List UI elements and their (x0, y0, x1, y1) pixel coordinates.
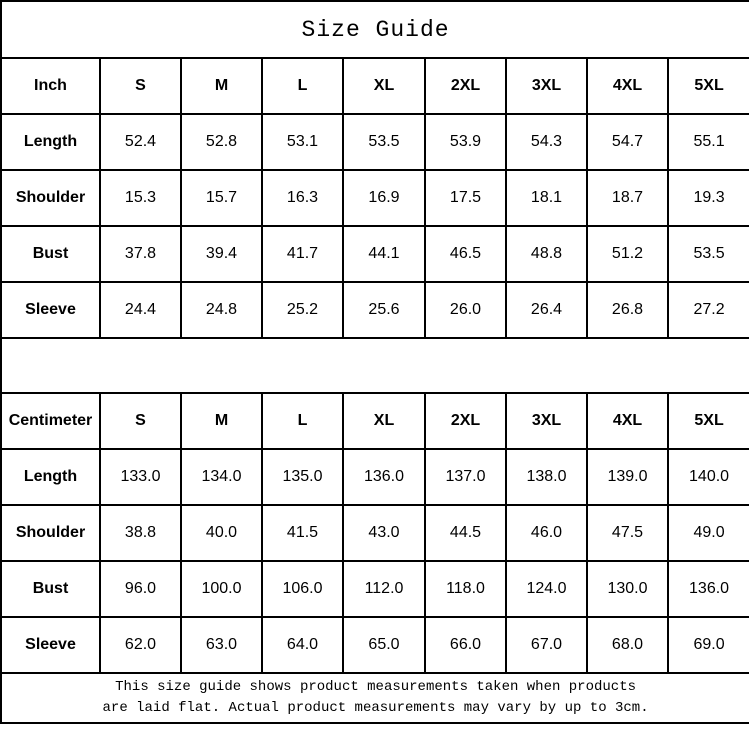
measurement-value: 106.0 (262, 561, 343, 617)
table-row (1, 617, 749, 673)
measurement-value: 41.5 (262, 505, 343, 561)
measurement-value: 16.9 (343, 170, 425, 226)
title-row (1, 1, 749, 58)
measurement-value: 130.0 (587, 561, 668, 617)
measurement-value: 43.0 (343, 505, 425, 561)
footer-note-line2: are laid flat. Actual product measurements may vary by up to 3cm. (102, 700, 649, 716)
measurement-value: 137.0 (425, 449, 506, 505)
measurement-value: 26.8 (587, 282, 668, 338)
measurement-value: 47.5 (587, 505, 668, 561)
table-row (1, 114, 749, 170)
measurement-value: 25.6 (343, 282, 425, 338)
row-label-shoulder: Shoulder (1, 170, 100, 226)
measurement-value: 25.2 (262, 282, 343, 338)
measurement-value: 65.0 (343, 617, 425, 673)
row-label-length: Length (1, 449, 100, 505)
size-header: 5XL (668, 393, 749, 449)
table-row (1, 561, 749, 617)
centimeter-header-row (1, 393, 749, 449)
measurement-value: 136.0 (668, 561, 749, 617)
row-label-sleeve: Sleeve (1, 617, 100, 673)
size-header: L (262, 58, 343, 114)
measurement-value: 96.0 (100, 561, 181, 617)
measurement-value: 135.0 (262, 449, 343, 505)
measurement-value: 134.0 (181, 449, 262, 505)
measurement-value: 118.0 (425, 561, 506, 617)
size-header: 5XL (668, 58, 749, 114)
spacer-cell (1, 338, 749, 393)
unit-header-inch: Inch (1, 58, 100, 114)
size-header: XL (343, 58, 425, 114)
spacer-row (1, 338, 749, 393)
measurement-value: 68.0 (587, 617, 668, 673)
measurement-value: 112.0 (343, 561, 425, 617)
table-row (1, 449, 749, 505)
measurement-value: 133.0 (100, 449, 181, 505)
measurement-value: 53.1 (262, 114, 343, 170)
size-header: 2XL (425, 393, 506, 449)
measurement-value: 39.4 (181, 226, 262, 282)
size-header: M (181, 58, 262, 114)
footer-row (1, 673, 749, 723)
measurement-value: 67.0 (506, 617, 587, 673)
measurement-value: 41.7 (262, 226, 343, 282)
table-row (1, 282, 749, 338)
measurement-value: 26.4 (506, 282, 587, 338)
size-header: L (262, 393, 343, 449)
size-header: S (100, 393, 181, 449)
measurement-value: 46.0 (506, 505, 587, 561)
size-header: XL (343, 393, 425, 449)
measurement-value: 17.5 (425, 170, 506, 226)
size-header: S (100, 58, 181, 114)
table-row (1, 226, 749, 282)
size-header: 3XL (506, 58, 587, 114)
row-label-sleeve: Sleeve (1, 282, 100, 338)
footer-note-line1: This size guide shows product measurements taken when products (115, 679, 636, 695)
size-header: 3XL (506, 393, 587, 449)
measurement-value: 40.0 (181, 505, 262, 561)
measurement-value: 69.0 (668, 617, 749, 673)
measurement-value: 51.2 (587, 226, 668, 282)
table-row (1, 505, 749, 561)
measurement-value: 18.7 (587, 170, 668, 226)
measurement-value: 49.0 (668, 505, 749, 561)
measurement-value: 15.3 (100, 170, 181, 226)
row-label-bust: Bust (1, 226, 100, 282)
measurement-value: 26.0 (425, 282, 506, 338)
measurement-value: 46.5 (425, 226, 506, 282)
measurement-value: 100.0 (181, 561, 262, 617)
measurement-value: 44.5 (425, 505, 506, 561)
measurement-value: 62.0 (100, 617, 181, 673)
measurement-value: 54.3 (506, 114, 587, 170)
table-row (1, 170, 749, 226)
measurement-value: 54.7 (587, 114, 668, 170)
measurement-value: 18.1 (506, 170, 587, 226)
measurement-value: 16.3 (262, 170, 343, 226)
inch-header-row (1, 58, 749, 114)
measurement-value: 38.8 (100, 505, 181, 561)
measurement-value: 52.4 (100, 114, 181, 170)
footer-note (1, 673, 749, 723)
measurement-value: 37.8 (100, 226, 181, 282)
size-header: 4XL (587, 58, 668, 114)
measurement-value: 19.3 (668, 170, 749, 226)
size-header: 4XL (587, 393, 668, 449)
row-label-length: Length (1, 114, 100, 170)
page-title: Size Guide (1, 1, 749, 58)
measurement-value: 48.8 (506, 226, 587, 282)
measurement-value: 136.0 (343, 449, 425, 505)
measurement-value: 24.8 (181, 282, 262, 338)
row-label-shoulder: Shoulder (1, 505, 100, 561)
measurement-value: 27.2 (668, 282, 749, 338)
measurement-value: 15.7 (181, 170, 262, 226)
measurement-value: 64.0 (262, 617, 343, 673)
size-header: 2XL (425, 58, 506, 114)
measurement-value: 44.1 (343, 226, 425, 282)
measurement-value: 52.8 (181, 114, 262, 170)
measurement-value: 138.0 (506, 449, 587, 505)
measurement-value: 63.0 (181, 617, 262, 673)
measurement-value: 124.0 (506, 561, 587, 617)
measurement-value: 55.1 (668, 114, 749, 170)
measurement-value: 53.9 (425, 114, 506, 170)
unit-header-centimeter: Centimeter (1, 393, 100, 449)
measurement-value: 53.5 (343, 114, 425, 170)
measurement-value: 140.0 (668, 449, 749, 505)
measurement-value: 53.5 (668, 226, 749, 282)
measurement-value: 24.4 (100, 282, 181, 338)
size-header: M (181, 393, 262, 449)
measurement-value: 139.0 (587, 449, 668, 505)
measurement-value: 66.0 (425, 617, 506, 673)
row-label-bust: Bust (1, 561, 100, 617)
